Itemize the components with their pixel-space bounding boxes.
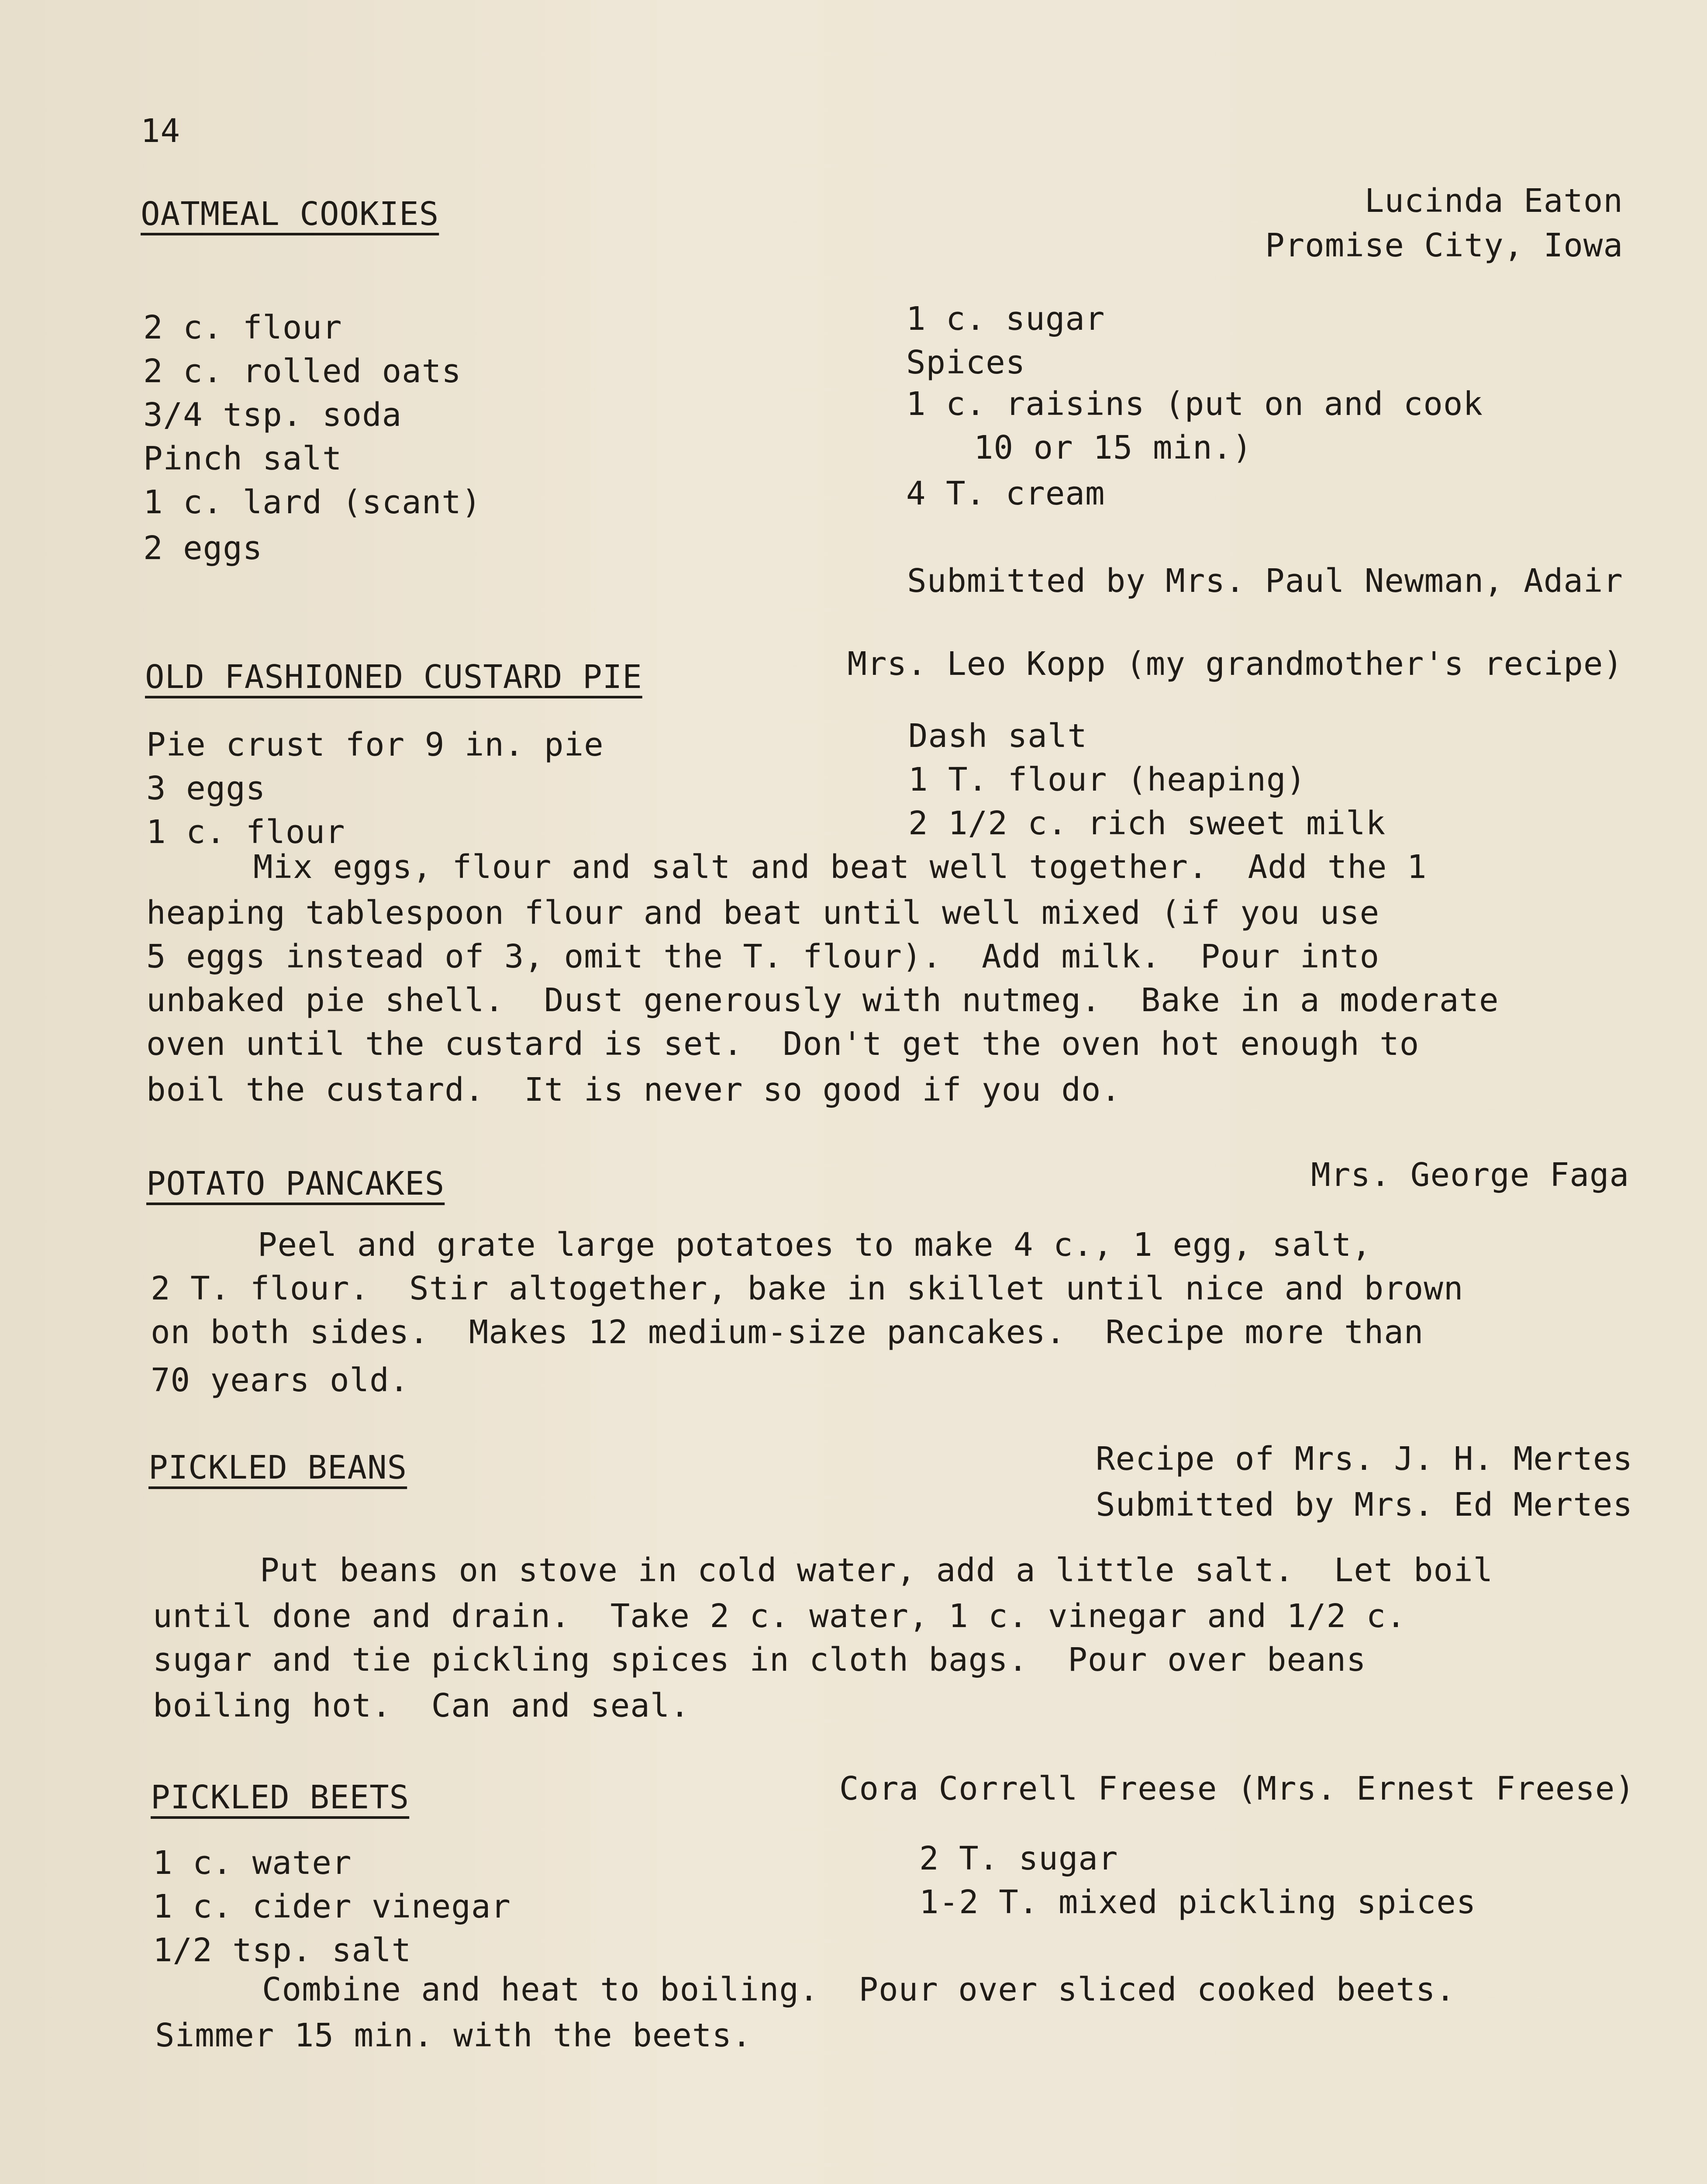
ingredient-right: 2 T. sugar xyxy=(919,1840,1118,1877)
ingredient-left: Pie crust for 9 in. pie xyxy=(146,726,604,764)
instruction-line: Combine and heat to boiling. Pour over sliced cooked beets. xyxy=(262,1971,1456,2008)
ingredient-left: Pinch salt xyxy=(143,440,342,477)
ingredient-left: 1 c. flour xyxy=(146,813,345,851)
instruction-line: heaping tablespoon flour and beat until well mixed (if you use xyxy=(146,894,1380,932)
instruction-line: Put beans on stove in cold water, add a little salt. Let boil xyxy=(260,1552,1493,1589)
credit-line: Promise City, Iowa xyxy=(1265,227,1623,264)
credit-line: Recipe of Mrs. J. H. Mertes xyxy=(1096,1440,1633,1478)
recipe-title-custard-pie: OLD FASHIONED CUSTARD PIE xyxy=(145,658,642,696)
instruction-line: boil the custard. It is never so good if you do. xyxy=(146,1071,1121,1109)
instruction-line: boiling hot. Can and seal. xyxy=(153,1687,690,1724)
ingredient-right: 4 T. cream xyxy=(906,475,1105,512)
recipe-title-pickled-beans: PICKLED BEANS xyxy=(148,1449,407,1486)
ingredient-left: 3 eggs xyxy=(146,770,266,807)
credit-line: Cora Correll Freese (Mrs. Ernest Freese) xyxy=(839,1770,1635,1807)
instruction-line: on both sides. Makes 12 medium-size pancakes. Recipe more than xyxy=(151,1313,1424,1351)
credit-line: Mrs. Leo Kopp (my grandmother's recipe) xyxy=(847,645,1623,683)
instruction-line: sugar and tie pickling spices in cloth bags. Pour over beans xyxy=(153,1641,1366,1679)
ingredient-right: 2 1/2 c. rich sweet milk xyxy=(908,805,1386,842)
ingredient-left: 1 c. lard (scant) xyxy=(143,484,482,521)
recipe-title-pickled-beets: PICKLED BEETS xyxy=(151,1779,410,1816)
ingredient-left: 1 c. cider vinegar xyxy=(153,1888,511,1925)
instruction-line: Peel and grate large potatoes to make 4 c., 1 egg, salt, xyxy=(258,1226,1372,1264)
credit-line: Lucinda Eaton xyxy=(1364,182,1623,220)
credit-line: Submitted by Mrs. Ed Mertes xyxy=(1096,1486,1633,1524)
ingredient-left: 2 eggs xyxy=(143,529,263,567)
ingredient-right: 1 c. sugar xyxy=(906,300,1105,338)
ingredient-right: Spices xyxy=(906,344,1026,381)
submitted-by: Submitted by Mrs. Paul Newman, Adair xyxy=(907,562,1623,600)
instruction-line: until done and drain. Take 2 c. water, 1 c. vinegar and 1/2 c. xyxy=(153,1597,1406,1635)
ingredient-right: 1 c. raisins (put on and cook xyxy=(906,385,1483,423)
ingredient-right: 10 or 15 min.) xyxy=(974,429,1252,467)
ingredient-right: 1-2 T. mixed pickling spices xyxy=(919,1883,1476,1921)
instruction-line: 5 eggs instead of 3, omit the T. flour). Add milk. Pour into xyxy=(146,938,1380,975)
ingredient-left: 1/2 tsp. salt xyxy=(153,1932,412,1969)
ingredient-left: 1 c. water xyxy=(153,1844,352,1882)
instruction-line: 2 T. flour. Stir altogether, bake in skillet until nice and brown xyxy=(151,1270,1464,1307)
ingredient-left: 3/4 tsp. soda xyxy=(143,396,402,434)
ingredient-right: Dash salt xyxy=(908,717,1087,755)
recipe-title-potato-pancakes: POTATO PANCAKES xyxy=(146,1165,445,1203)
credit-line: Mrs. George Faga xyxy=(1311,1156,1629,1194)
recipe-title-oatmeal-cookies: OATMEAL COOKIES xyxy=(141,195,439,233)
ingredient-left: 2 c. rolled oats xyxy=(143,352,462,390)
ingredient-right: 1 T. flour (heaping) xyxy=(908,761,1307,798)
instruction-line: oven until the custard is set. Don't get the oven hot enough to xyxy=(146,1025,1420,1063)
page-number: 14 xyxy=(141,112,181,150)
instruction-line: Mix eggs, flour and salt and beat well together. Add the 1 xyxy=(253,848,1427,886)
instruction-line: Simmer 15 min. with the beets. xyxy=(155,2017,752,2054)
ingredient-left: 2 c. flour xyxy=(143,309,342,346)
instruction-line: unbaked pie shell. Dust generously with nutmeg. Bake in a moderate xyxy=(146,981,1499,1019)
instruction-line: 70 years old. xyxy=(151,1362,410,1399)
